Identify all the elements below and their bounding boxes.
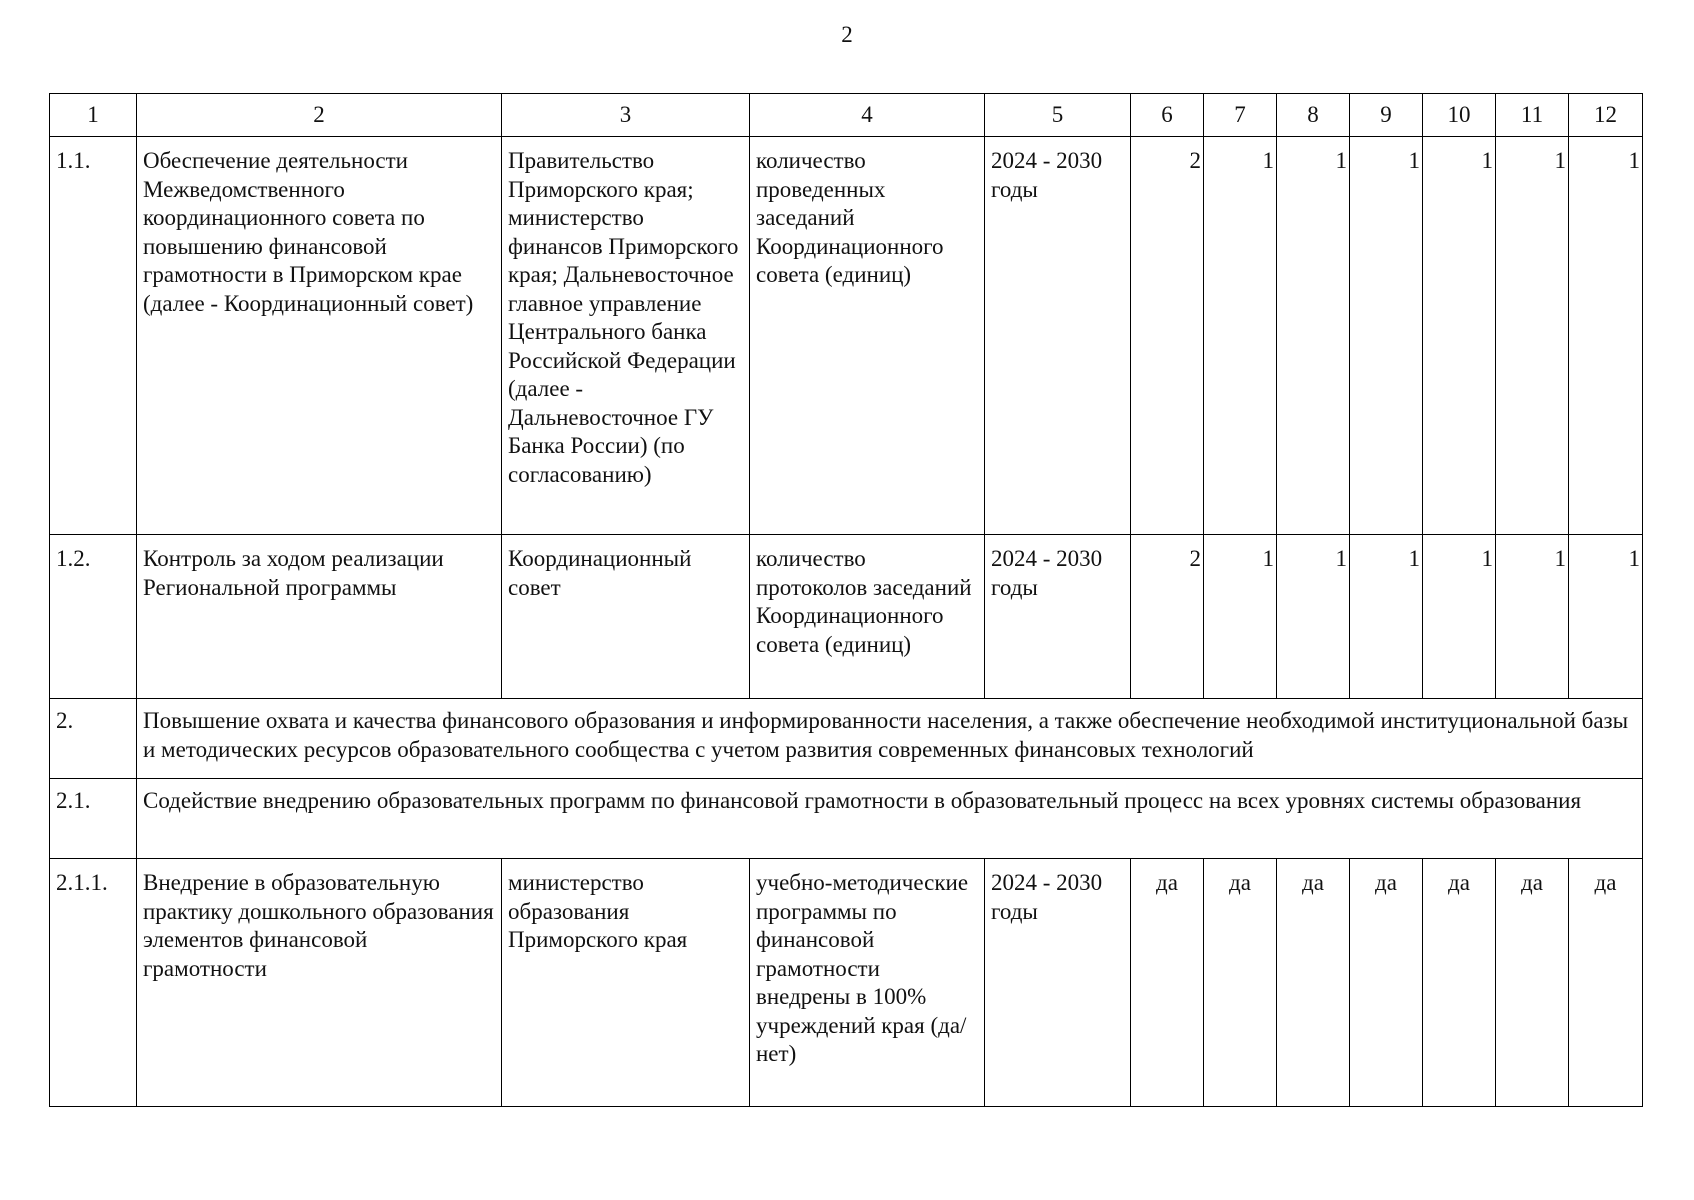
column-number: 8 — [1277, 94, 1350, 137]
row-number: 1.2. — [50, 535, 137, 699]
period: 2024 - 2030 годы — [985, 859, 1131, 1107]
value-cell: 1 — [1277, 137, 1350, 535]
executor: Координационный совет — [502, 535, 750, 699]
value-cell: да — [1204, 859, 1277, 1107]
column-number: 11 — [1496, 94, 1569, 137]
indicator: количество проведенных заседаний Координационного совета (единиц) — [750, 137, 985, 535]
column-number: 12 — [1569, 94, 1643, 137]
column-number: 5 — [985, 94, 1131, 137]
value-cell: 1 — [1350, 137, 1423, 535]
measure-name: Контроль за ходом реализации Региональной программы — [137, 535, 502, 699]
executor: Правительство Приморского края; министерство финансов Приморского края; Дальневосточное главное управление Центрального банка Российской Федерации (далее - Дальневосточное ГУ Банка России) (по согласованию) — [502, 137, 750, 535]
value-cell: да — [1496, 859, 1569, 1107]
value-cell: 1 — [1423, 137, 1496, 535]
value-cell: 2 — [1131, 137, 1204, 535]
column-number: 4 — [750, 94, 985, 137]
indicator: количество протоколов заседаний Координационного совета (единиц) — [750, 535, 985, 699]
value-cell: да — [1131, 859, 1204, 1107]
value-cell: да — [1277, 859, 1350, 1107]
section-title: Повышение охвата и качества финансового образования и информированности населения, а также обеспечение необходимой институциональной базы и методических ресурсов образовательного сообщества с учетом развития современных финансовых технологий — [137, 699, 1643, 779]
value-cell: 1 — [1204, 137, 1277, 535]
section-row — [50, 699, 1643, 779]
value-cell: 1 — [1277, 535, 1350, 699]
column-number: 9 — [1350, 94, 1423, 137]
value-cell: 1 — [1496, 137, 1569, 535]
page-number: 2 — [841, 22, 853, 47]
value-cell: 1 — [1496, 535, 1569, 699]
row-number: 2.1.1. — [50, 859, 137, 1107]
value-cell: 1 — [1423, 535, 1496, 699]
period: 2024 - 2030 годы — [985, 535, 1131, 699]
value-cell: да — [1423, 859, 1496, 1107]
indicator: учебно-методические программы по финансовой грамотности внедрены в 100% учреждений края (да/нет) — [750, 859, 985, 1107]
value-cell: 1 — [1569, 137, 1643, 535]
column-number: 7 — [1204, 94, 1277, 137]
program-measures-table — [49, 93, 1643, 1107]
section-number: 2. — [50, 699, 137, 779]
column-number: 1 — [50, 94, 137, 137]
section-title: Содействие внедрению образовательных программ по финансовой грамотности в образовательный процесс на всех уровнях системы образования — [137, 779, 1643, 859]
value-cell: 1 — [1204, 535, 1277, 699]
value-cell: да — [1569, 859, 1643, 1107]
executor: министерство образования Приморского края — [502, 859, 750, 1107]
row-number: 1.1. — [50, 137, 137, 535]
value-cell: да — [1350, 859, 1423, 1107]
period: 2024 - 2030 годы — [985, 137, 1131, 535]
section-number: 2.1. — [50, 779, 137, 859]
value-cell: 1 — [1350, 535, 1423, 699]
value-cell: 1 — [1569, 535, 1643, 699]
measure-name: Внедрение в образовательную практику дошкольного образования элементов финансовой грамотности — [137, 859, 502, 1107]
column-number-row — [50, 94, 1643, 137]
measure-name: Обеспечение деятельности Межведомственного координационного совета по повышению финансовой грамотности в Приморском крае (далее - Координационный совет) — [137, 137, 502, 535]
table-row — [50, 137, 1643, 535]
table-row — [50, 535, 1643, 699]
value-cell: 2 — [1131, 535, 1204, 699]
subsection-row — [50, 779, 1643, 859]
column-number: 3 — [502, 94, 750, 137]
column-number: 2 — [137, 94, 502, 137]
table-row — [50, 859, 1643, 1107]
column-number: 6 — [1131, 94, 1204, 137]
column-number: 10 — [1423, 94, 1496, 137]
